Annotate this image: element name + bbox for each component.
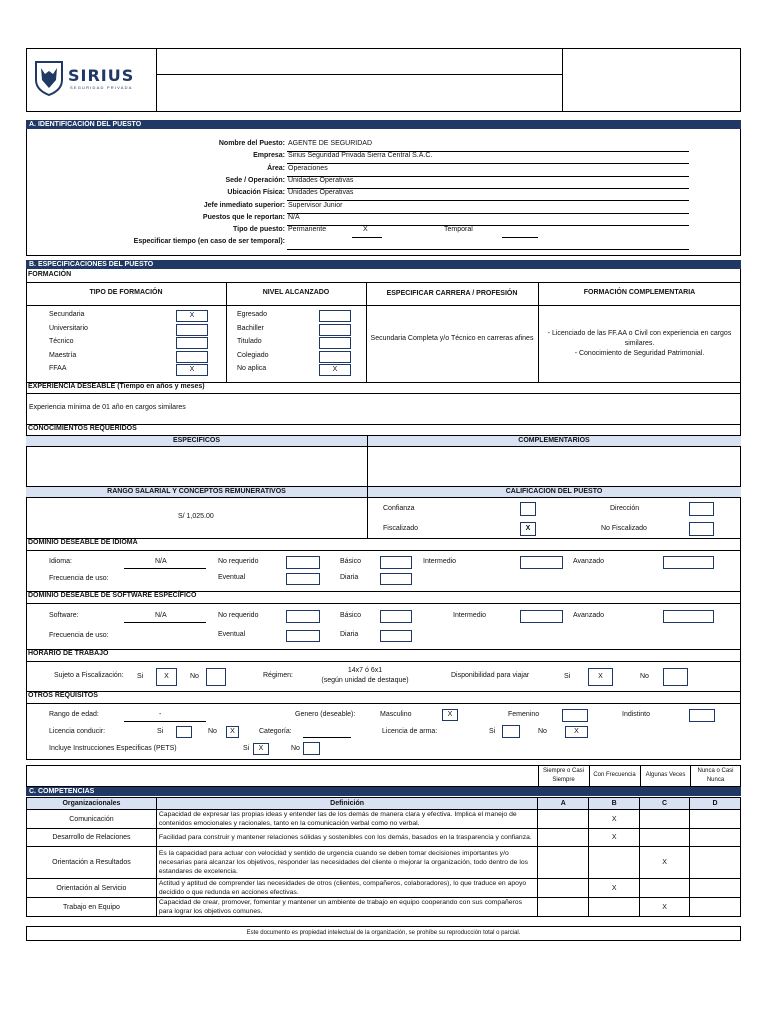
- idioma-eventual: Eventual: [218, 574, 246, 581]
- indistinto-label: Indistinto: [622, 711, 651, 718]
- section-a-title: A. IDENTIFICACIÓN DEL PUESTO: [26, 120, 741, 129]
- licencia-conducir-label: Licencia conducir:: [49, 728, 106, 735]
- conocimientos-title: CONOCIMIENTOS REQUERIDOS: [28, 425, 137, 432]
- idioma-diaria: Diaria: [340, 574, 359, 581]
- complementaria-2: - Conocimiento de Seguridad Patrimonial.: [574, 350, 705, 357]
- nivel-label: No aplica: [237, 365, 267, 372]
- col-organizacionales: Organizacionales: [27, 798, 157, 810]
- col-tipo-formacion: TIPO DE FORMACIÓN: [89, 289, 163, 296]
- software-label: Software:: [49, 612, 79, 619]
- otros-title: OTROS REQUISITOS: [28, 692, 98, 699]
- tipo-temporal: Temporal: [444, 226, 473, 233]
- sujeto-si-box[interactable]: X: [156, 668, 177, 686]
- tipo-formacion-checkbox[interactable]: X: [176, 364, 208, 376]
- scale-label: Con Frecuencia: [593, 772, 636, 778]
- field-underline: [287, 225, 689, 226]
- sujeto-fiscalizacion-label: Sujeto a Fiscalización:: [54, 672, 124, 679]
- calificacion-header: CALIFICACION DEL PUESTO: [367, 486, 741, 498]
- idioma-intermedio: Intermedio: [423, 558, 457, 565]
- idioma-no-requerido: No requerido: [218, 558, 259, 565]
- col-letter: B: [589, 798, 640, 810]
- col-letter: C: [640, 798, 690, 810]
- carrera-text: Secundaria Completa y/o Técnico en carreras afines: [370, 335, 534, 342]
- regimen-label: Régimen:: [263, 672, 293, 679]
- nivel-label: Egresado: [237, 311, 267, 318]
- idioma-basico-box[interactable]: [380, 556, 412, 569]
- footer-notice: Este documento es propiedad intelectual de la organización, se prohíbe su reproducción total o parcial.: [26, 926, 741, 941]
- competencia-mark[interactable]: [690, 829, 741, 847]
- idioma-eventual-box[interactable]: [286, 573, 320, 585]
- femenino-box[interactable]: [562, 709, 588, 722]
- idioma-frecuencia: Frecuencia de uso:: [49, 575, 109, 582]
- competencia-mark[interactable]: [589, 847, 640, 879]
- no-fiscalizado-label: No Fiscalizado: [601, 525, 647, 532]
- field-label: Ubicación Física:: [227, 189, 285, 197]
- scale-label: Nunca o Casi Nunca: [697, 768, 734, 783]
- competencia-mark[interactable]: X: [589, 829, 640, 847]
- rango-edad-value: -: [159, 711, 162, 718]
- complementaria-1: - Licenciado de las FF.AA o Civil con experiencia en cargos similares.: [547, 330, 732, 347]
- nivel-checkbox[interactable]: [319, 310, 351, 322]
- competencia-name: Orientación al Servicio: [27, 879, 157, 898]
- competencia-mark[interactable]: [690, 879, 741, 898]
- sujeto-no-box[interactable]: [206, 668, 226, 686]
- col-letter: D: [690, 798, 741, 810]
- scale-label: Siempre o Casi Siempre: [542, 768, 584, 783]
- licencia-arma-label: Licencia de arma:: [382, 728, 438, 735]
- competencia-mark[interactable]: [538, 879, 589, 898]
- table-row: [27, 898, 741, 917]
- idioma-basico: Básico: [340, 558, 362, 565]
- competencia-mark[interactable]: [538, 847, 589, 879]
- nivel-label: Colegiado: [237, 351, 269, 359]
- field-label: Empresa:: [253, 152, 285, 160]
- salario-value: S/ 1,025.00: [178, 513, 214, 520]
- tipo-formacion-label: Técnico: [49, 338, 74, 345]
- software-diaria-box[interactable]: [380, 630, 412, 642]
- software-no-requerido-box[interactable]: [286, 610, 320, 623]
- licencia-no-box[interactable]: X: [226, 726, 239, 738]
- idioma-avanzado: Avanzado: [573, 558, 605, 565]
- pets-no-box[interactable]: [303, 742, 320, 755]
- company-logo: [34, 60, 152, 100]
- competencia-name: Orientación a Resultados: [27, 847, 157, 879]
- disponibilidad-no: No: [640, 673, 649, 680]
- tipo-formacion-label: Universitario: [49, 324, 88, 332]
- tipo-puesto-label: Tipo de puesto:: [233, 226, 285, 233]
- disponibilidad-label: Disponibilidad para viajar: [451, 672, 530, 679]
- competencias-table: [26, 797, 741, 917]
- tipo-formacion-label: Maestría: [49, 351, 77, 359]
- software-value: N/A: [155, 612, 167, 619]
- competencia-mark[interactable]: [589, 898, 640, 917]
- especificos-header: ESPECIFICOS: [26, 435, 367, 447]
- disponibilidad-si-box[interactable]: X: [588, 668, 613, 686]
- logo-text: SIRIUS: [68, 66, 135, 85]
- software-avanzado: Avanzado: [573, 612, 605, 619]
- regimen-value-2: (según unidad de destaque): [321, 677, 409, 684]
- software-avanzado-box[interactable]: [663, 610, 714, 623]
- software-diaria: Diaria: [340, 631, 359, 638]
- tipo-permanente: Permanente: [288, 226, 327, 233]
- software-basico-box[interactable]: [380, 610, 412, 623]
- software-title: DOMINIO DESEABLE DE SOFTWARE ESPECÍFICO: [28, 592, 197, 599]
- fiscalizado-label: Fiscalizado: [383, 525, 419, 532]
- field-value: Unidades Operativas: [288, 189, 354, 197]
- arma-si-box[interactable]: [502, 725, 520, 738]
- field-value: Operaciones: [288, 164, 328, 172]
- idioma-title: DOMINIO DESEABLE DE IDIOMA: [28, 539, 138, 546]
- table-row: [27, 810, 741, 829]
- masculino-box[interactable]: X: [442, 709, 458, 721]
- field-underline: [287, 213, 689, 214]
- nivel-checkbox[interactable]: X: [319, 364, 351, 376]
- indistinto-box[interactable]: [689, 709, 715, 722]
- tipo-permanente-mark: X: [363, 226, 368, 233]
- fiscalizado-checkbox[interactable]: X: [520, 522, 536, 536]
- competencia-definicion: Es la capacidad para actuar con velocidad y sentido de urgencia cuando se deben tomar decisiones importantes y/o necesarias para alcanzar los objetivos, responder las necesidades del cliente o mejorar la organización, todo dentro de los estandares de excelencia.: [156, 847, 537, 879]
- arma-si: Si: [489, 728, 496, 735]
- sujeto-si: Si: [137, 673, 144, 680]
- nivel-label: Titulado: [237, 338, 262, 345]
- direccion-label: Dirección: [610, 505, 640, 512]
- arma-no: No: [538, 728, 547, 735]
- tipo-formacion-checkbox[interactable]: X: [176, 310, 208, 322]
- licencia-si: Si: [157, 728, 164, 735]
- idioma-value: N/A: [155, 558, 167, 565]
- confianza-label: Confianza: [383, 505, 415, 512]
- competencia-mark[interactable]: [538, 898, 589, 917]
- table-row: [27, 829, 741, 847]
- table-row: [27, 847, 741, 879]
- experiencia-title: EXPERIENCIA DESEABLE (Tiempo en años y meses): [28, 383, 205, 390]
- genero-label: Genero (deseable):: [295, 711, 356, 718]
- arma-no-box[interactable]: X: [565, 726, 588, 738]
- competencia-name: Trabajo en Equipo: [27, 898, 157, 917]
- col-definicion: Definición: [156, 798, 537, 810]
- disponibilidad-no-box[interactable]: [663, 668, 688, 686]
- software-frecuencia: Frecuencia de uso:: [49, 632, 109, 639]
- regimen-value-1: 14x7 ó 6x1: [347, 667, 383, 674]
- idioma-avanzado-box[interactable]: [663, 556, 714, 569]
- licencia-no: No: [208, 728, 217, 735]
- col-carrera: ESPECIFICAR CARRERA / PROFESIÓN: [386, 290, 518, 297]
- software-eventual: Eventual: [218, 631, 246, 638]
- competencia-mark[interactable]: [640, 879, 690, 898]
- nivel-label: Bachiller: [237, 324, 264, 332]
- field-value: AGENTE DE SEGURIDAD: [288, 140, 373, 147]
- software-no-requerido: No requerido: [218, 612, 259, 619]
- software-eventual-box[interactable]: [286, 630, 320, 642]
- idioma-diaria-box[interactable]: [380, 573, 412, 585]
- experiencia-text: Experiencia mínima de 01 año en cargos similares: [29, 404, 186, 411]
- field-label: Nombre del Puesto:: [218, 140, 285, 147]
- field-value: Sirius Seguridad Privada Sierra Central S.A.C.: [288, 152, 433, 160]
- col-nivel: NIVEL ALCANZADO: [262, 289, 330, 296]
- idioma-intermedio-box[interactable]: [520, 556, 563, 569]
- horario-title: HORARIO DE TRABAJO: [28, 650, 109, 657]
- software-intermedio-box[interactable]: [520, 610, 563, 623]
- tipo-formacion-label: FFAA: [49, 365, 67, 372]
- femenino-label: Femenino: [508, 711, 540, 718]
- competencias-header-row: [27, 798, 741, 810]
- tiempo-label: Especificar tiempo (en caso de ser temporal):: [133, 238, 285, 245]
- competencia-definicion: Capacidad de crear, promover, fomentar y mantener un ambiente de trabajo en equipo cooperando con sus compañeros para lograr los objetivos comunes.: [156, 898, 537, 917]
- tipo-formacion-checkbox[interactable]: [176, 324, 208, 336]
- col-letter: A: [538, 798, 589, 810]
- masculino-label: Masculino: [380, 711, 412, 718]
- field-label: Sede / Operación:: [225, 176, 285, 184]
- section-b-title: B. ESPECIFICACIONES DEL PUESTO: [26, 260, 741, 269]
- field-label: Jefe inmediato superior:: [203, 201, 285, 209]
- logo-subtext: SEGURIDAD PRIVADA: [70, 85, 133, 90]
- competencia-mark[interactable]: X: [589, 810, 640, 829]
- col-complementaria: FORMACIÓN COMPLEMENTARIA: [583, 289, 696, 296]
- competencia-mark[interactable]: [690, 898, 741, 917]
- formacion-title: FORMACIÓN: [28, 271, 72, 278]
- tipo-formacion-checkbox[interactable]: [176, 337, 208, 349]
- no-fiscalizado-checkbox[interactable]: [689, 522, 714, 536]
- competencia-mark[interactable]: [640, 810, 690, 829]
- wolf-shield-icon: [34, 60, 64, 96]
- confianza-checkbox[interactable]: [520, 502, 536, 516]
- sujeto-no: No: [190, 673, 199, 680]
- software-basico: Básico: [340, 612, 362, 619]
- pets-si-box[interactable]: X: [253, 743, 269, 755]
- licencia-si-box[interactable]: [176, 726, 192, 738]
- competencia-name: Comunicación: [27, 810, 157, 829]
- competencia-mark[interactable]: X: [640, 847, 690, 879]
- complementarios-header: COMPLEMENTARIOS: [367, 435, 741, 447]
- competencia-mark[interactable]: [690, 847, 741, 879]
- competencia-mark[interactable]: X: [589, 879, 640, 898]
- field-underline: [287, 200, 689, 201]
- idioma-label: Idioma:: [49, 558, 72, 565]
- idioma-no-requerido-box[interactable]: [286, 556, 320, 569]
- competencia-name: Desarrollo de Relaciones: [27, 829, 157, 847]
- nivel-checkbox[interactable]: [319, 337, 351, 349]
- nivel-checkbox[interactable]: [319, 351, 351, 363]
- field-label: Área:: [267, 164, 285, 172]
- competencia-mark[interactable]: X: [640, 898, 690, 917]
- competencia-mark[interactable]: [538, 829, 589, 847]
- direccion-checkbox[interactable]: [689, 502, 714, 516]
- section-c-title: C. COMPETENCIAS: [26, 787, 741, 796]
- field-value: N/A: [288, 213, 300, 221]
- categoria-label: Categoría:: [259, 728, 292, 735]
- field-value: Supervisor Junior: [288, 201, 343, 209]
- rango-edad-label: Rango de edad:: [49, 711, 99, 718]
- pets-label: Incluye Instrucciones Especificas (PETS): [49, 745, 177, 752]
- disponibilidad-si: Si: [564, 673, 571, 680]
- field-label: Puestos que le reportan:: [202, 213, 285, 221]
- software-intermedio: Intermedio: [453, 612, 487, 619]
- nivel-checkbox[interactable]: [319, 324, 351, 336]
- competencia-mark[interactable]: [690, 810, 741, 829]
- competencia-mark[interactable]: [640, 829, 690, 847]
- competencia-definicion: Actitud y aptitud de comprender las necesidades de otros (clientes, compañeros, colaboradores), lo que traduce en apoyo decidido o que redunda en acciones efectivas.: [156, 879, 537, 898]
- rango-salarial-header: RANGO SALARIAL Y CONCEPTOS REMUNERATIVOS: [26, 486, 367, 498]
- tipo-formacion-label: Secundaria: [49, 311, 85, 318]
- tipo-formacion-checkbox[interactable]: [176, 351, 208, 363]
- pets-si: Si: [243, 745, 250, 752]
- competencia-definicion: Capacidad de expresar las propias ideas y entender las de los demás de manera clara y efectiva. Implica el manejo de contenidos emocionales y racionales, tanto en la comunicación verbal como no verbal.: [156, 810, 537, 829]
- field-underline: [287, 163, 689, 164]
- field-value: Unidades Operativas: [288, 176, 354, 184]
- scale-label: Algunas Veces: [645, 772, 686, 778]
- pets-no: No: [291, 745, 300, 752]
- competencia-definicion: Facilidad para construir y mantener relaciones sólidas y sostenibles con los demás, basados en la trasparencia y confianza.: [156, 829, 537, 847]
- table-row: [27, 879, 741, 898]
- competencia-mark[interactable]: [538, 810, 589, 829]
